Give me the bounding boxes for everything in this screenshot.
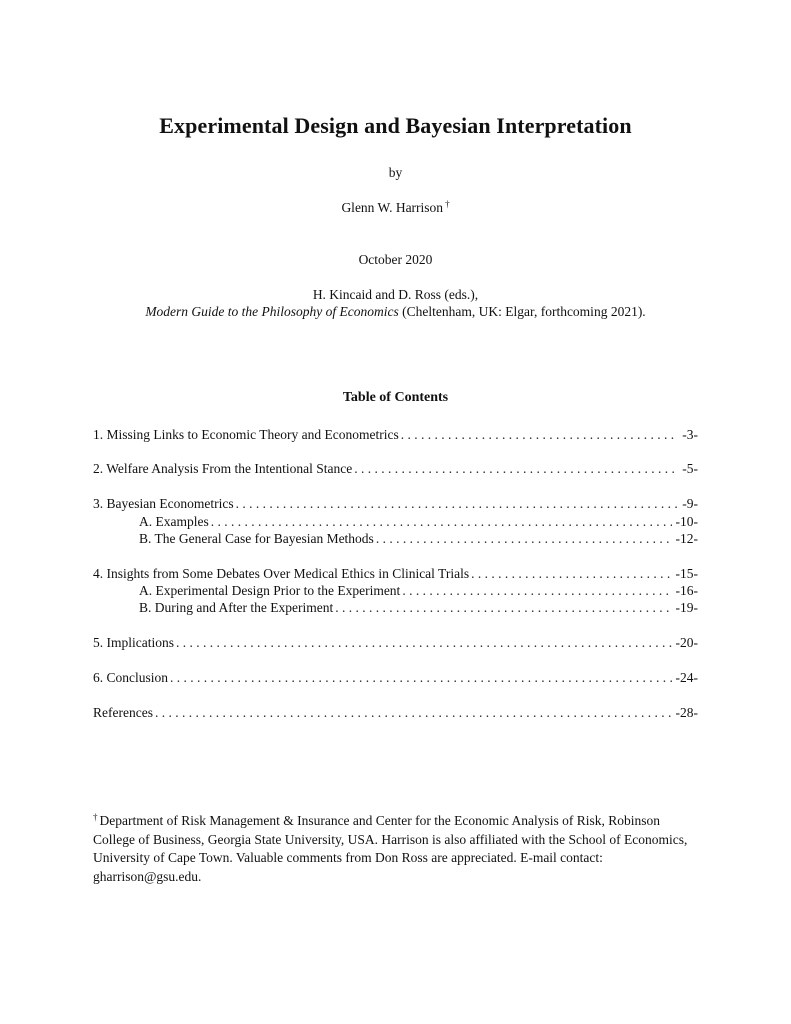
toc-entry-page: -5- xyxy=(682,461,698,476)
footnote-text: Department of Risk Management & Insurance and Center for the Economic Analysis of Risk, Robinson College of Business, Georgia State University, USA. Harrison is also affiliated with the School of Economics, University of Cape Town. Valuable comments from Don Ross are appreciated. E-mail contact: gharrison@gsu.edu. xyxy=(93,813,688,884)
toc-leader-dots xyxy=(376,531,672,547)
publication-date: October 2020 xyxy=(358,252,433,267)
toc-leader-dots xyxy=(170,670,671,686)
toc-entry-page: -3- xyxy=(682,427,698,442)
source-book-title: Modern Guide to the Philosophy of Economics xyxy=(145,304,399,319)
toc-entry-label: A. Examples xyxy=(139,514,209,529)
toc-entry-page: -16- xyxy=(675,583,698,598)
toc-entry-page: -24- xyxy=(675,670,698,685)
toc-entry-page: -12- xyxy=(675,531,698,546)
toc-entry-6[interactable] xyxy=(93,670,698,687)
toc-entry-page: -28- xyxy=(675,705,698,720)
toc-entry-references[interactable] xyxy=(93,705,698,722)
toc-entry-label: 2. Welfare Analysis From the Intentional Stance xyxy=(93,461,353,476)
toc-entry-page: -10- xyxy=(675,514,698,529)
toc-entry-4[interactable] xyxy=(93,566,698,583)
toc-leader-dots xyxy=(401,427,679,443)
toc-leader-dots xyxy=(402,583,671,599)
author-name: Glenn W. Harrison xyxy=(341,200,444,215)
source-publisher: (Cheltenham, UK: Elgar, forthcoming 2021). xyxy=(398,304,646,319)
toc-leader-dots xyxy=(236,496,679,512)
author-footnote-mark[interactable]: † xyxy=(445,199,450,209)
toc-entry-3b[interactable] xyxy=(139,531,698,548)
author-line xyxy=(0,199,791,216)
toc-entry-label: 5. Implications xyxy=(93,635,174,650)
source-line xyxy=(0,304,791,320)
toc-entry-3[interactable] xyxy=(93,496,698,513)
toc-leader-dots xyxy=(211,514,672,530)
toc-entry-label: 6. Conclusion xyxy=(93,670,169,685)
toc-entry-3a[interactable] xyxy=(139,514,698,531)
toc-entry-label: 4. Insights from Some Debates Over Medical Ethics in Clinical Trials xyxy=(93,566,470,581)
toc-entry-1[interactable] xyxy=(93,427,698,444)
toc-entry-label: A. Experimental Design Prior to the Experiment xyxy=(139,583,401,598)
toc-heading: Table of Contents xyxy=(342,390,449,405)
editors-line: H. Kincaid and D. Ross (eds.), xyxy=(312,287,479,302)
toc-entry-label: 1. Missing Links to Economic Theory and Econometrics xyxy=(93,427,399,442)
toc-entry-label: B. During and After the Experiment xyxy=(139,600,334,615)
toc-leader-dots xyxy=(335,600,671,616)
toc-entry-page: -19- xyxy=(675,600,698,615)
page-title: Experimental Design and Bayesian Interpretation xyxy=(159,113,632,138)
toc-leader-dots xyxy=(471,566,671,582)
author-footnote xyxy=(93,808,693,886)
toc-entry-label: References xyxy=(93,705,153,720)
toc-entry-4a[interactable] xyxy=(139,583,698,600)
toc-leader-dots xyxy=(155,705,672,721)
toc-leader-dots xyxy=(354,461,678,477)
toc-entry-4b[interactable] xyxy=(139,600,698,617)
footnote-mark: † xyxy=(93,812,98,822)
toc-entry-page: -15- xyxy=(675,566,698,581)
toc-entry-5[interactable] xyxy=(93,635,698,652)
toc-entry-page: -9- xyxy=(682,496,698,511)
toc-entry-2[interactable] xyxy=(93,461,698,478)
toc-entry-label: B. The General Case for Bayesian Methods xyxy=(139,531,374,546)
by-line: by xyxy=(388,165,403,180)
toc-entry-page: -20- xyxy=(675,635,698,650)
toc-entry-label: 3. Bayesian Econometrics xyxy=(93,496,234,511)
toc-leader-dots xyxy=(176,635,672,651)
